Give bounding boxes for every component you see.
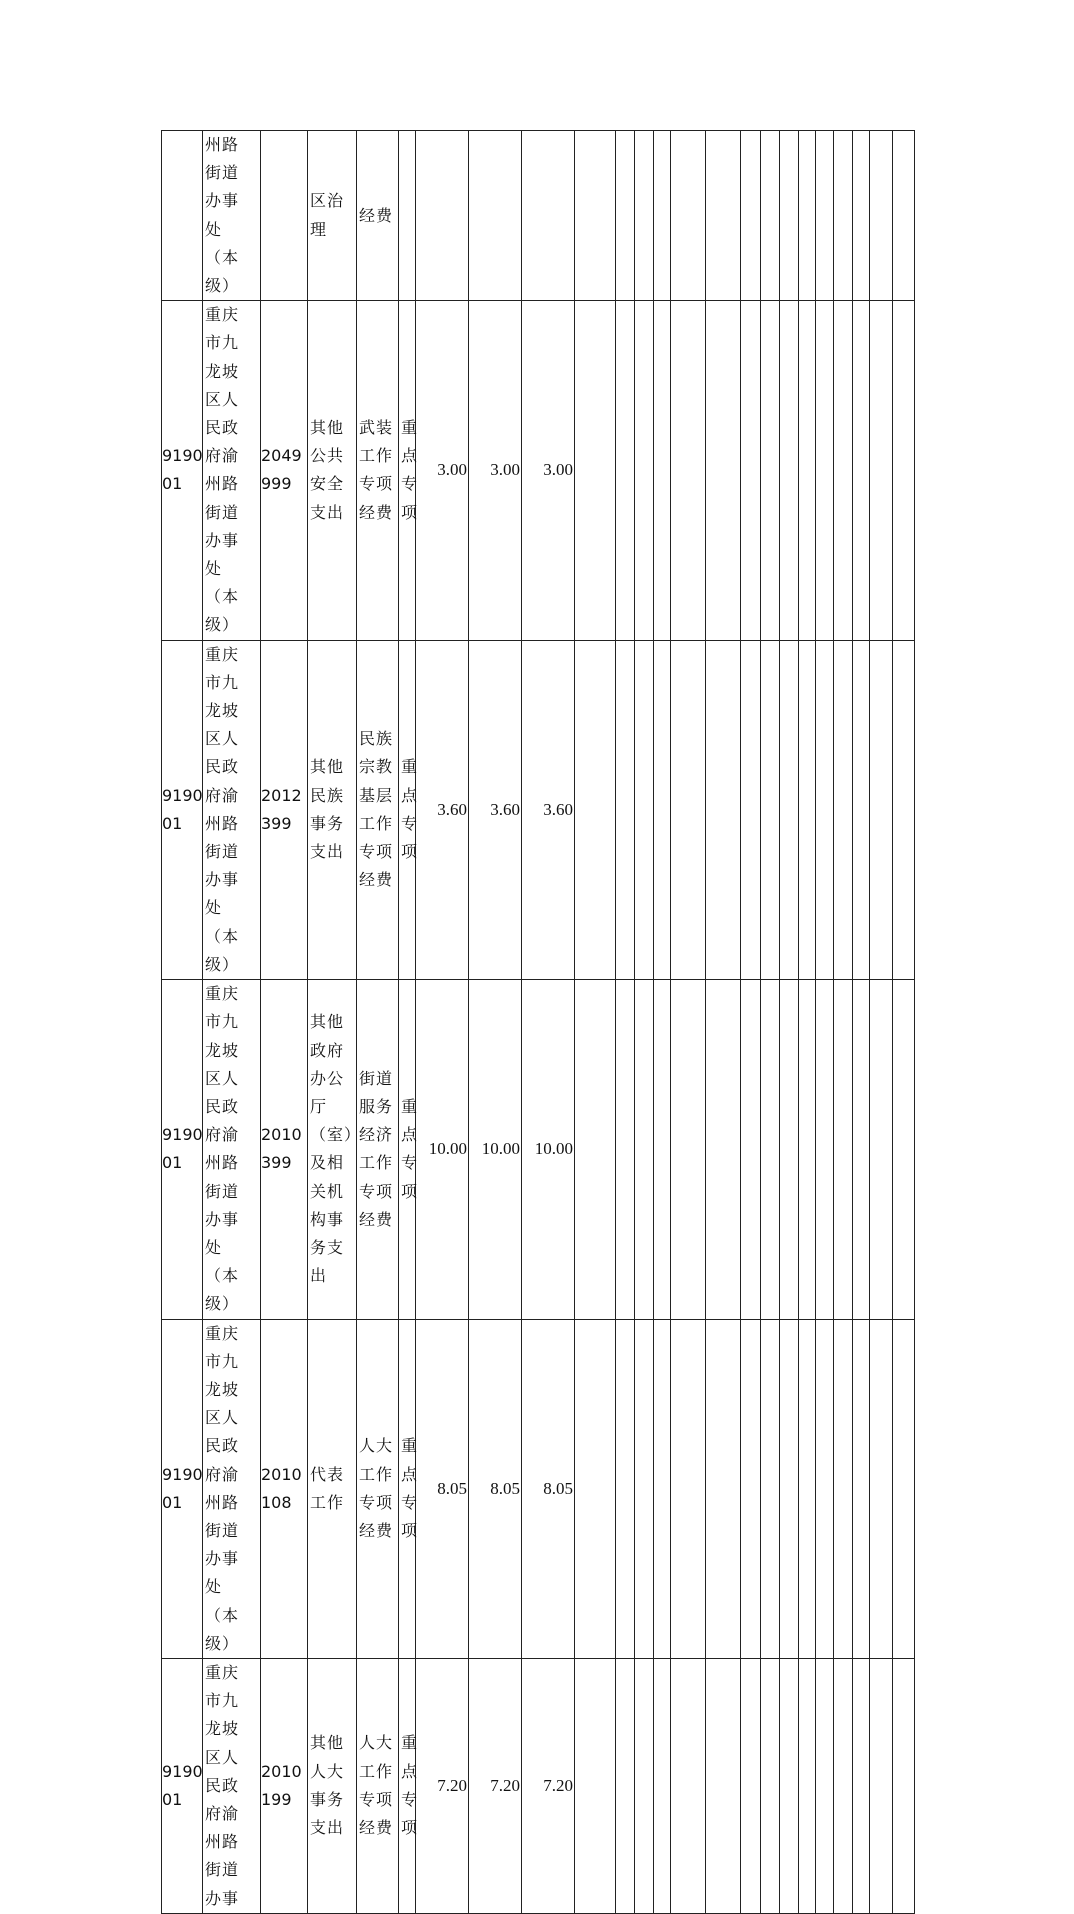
- table-row: [162, 640, 915, 979]
- empty-cell: [616, 301, 635, 640]
- amount-cell-2: 3.60: [469, 640, 522, 979]
- project-name-cell: 经费: [357, 131, 399, 301]
- empty-cell: [761, 980, 780, 1319]
- table-row: [162, 301, 915, 640]
- empty-cell: [671, 301, 706, 640]
- empty-cell: [834, 1319, 853, 1658]
- empty-cell: [616, 640, 635, 979]
- unit-code-cell: 919001: [162, 640, 203, 979]
- empty-cell: [816, 1319, 834, 1658]
- project-type-cell: 重点专项: [399, 980, 416, 1319]
- empty-cell: [706, 1658, 741, 1913]
- function-code-cell: [261, 131, 308, 301]
- empty-cell: [654, 1319, 671, 1658]
- empty-cell: [741, 640, 761, 979]
- empty-cell: [780, 131, 799, 301]
- unit-code-cell: 919001: [162, 980, 203, 1319]
- empty-cell: [741, 1319, 761, 1658]
- table-row: [162, 980, 915, 1319]
- function-code-cell: 2049999: [261, 301, 308, 640]
- empty-cell: [706, 1319, 741, 1658]
- empty-cell: [706, 640, 741, 979]
- empty-cell: [706, 980, 741, 1319]
- table-row: [162, 1658, 915, 1913]
- unit-name-cell: 重庆市九龙坡区人民政府渝州路街道办事处（本级）: [203, 301, 261, 640]
- amount-cell-2: 7.20: [469, 1658, 522, 1913]
- empty-cell: [834, 301, 853, 640]
- empty-cell: [816, 640, 834, 979]
- empty-cell: [870, 980, 893, 1319]
- empty-cell: [616, 980, 635, 1319]
- empty-cell: [853, 1658, 870, 1913]
- amount-cell-2: 8.05: [469, 1319, 522, 1658]
- function-name-cell: 其他民族事务支出: [308, 640, 357, 979]
- empty-cell: [706, 131, 741, 301]
- unit-name-cell: 州路街道办事处（本级）: [203, 131, 261, 301]
- unit-name-cell: 重庆市九龙坡区人民政府渝州路街道办事: [203, 1658, 261, 1913]
- empty-cell: [853, 640, 870, 979]
- amount-cell-2: 3.00: [469, 301, 522, 640]
- table-row: [162, 1319, 915, 1658]
- amount-cell-3: [522, 131, 575, 301]
- empty-cell: [635, 980, 654, 1319]
- empty-cell: [575, 980, 616, 1319]
- empty-cell: [780, 640, 799, 979]
- empty-cell: [893, 301, 915, 640]
- unit-name-cell: 重庆市九龙坡区人民政府渝州路街道办事处（本级）: [203, 640, 261, 979]
- amount-cell-2: 10.00: [469, 980, 522, 1319]
- empty-cell: [671, 980, 706, 1319]
- empty-cell: [834, 131, 853, 301]
- amount-cell-1: 3.60: [416, 640, 469, 979]
- empty-cell: [893, 131, 915, 301]
- empty-cell: [893, 1658, 915, 1913]
- empty-cell: [799, 131, 816, 301]
- function-name-cell: 区治理: [308, 131, 357, 301]
- empty-cell: [761, 640, 780, 979]
- empty-cell: [616, 131, 635, 301]
- empty-cell: [893, 640, 915, 979]
- empty-cell: [816, 301, 834, 640]
- empty-cell: [635, 1658, 654, 1913]
- function-name-cell: 其他人大事务支出: [308, 1658, 357, 1913]
- amount-cell-3: 3.60: [522, 640, 575, 979]
- empty-cell: [799, 980, 816, 1319]
- function-name-cell: 其他政府办公厅（室）及相关机构事务支出: [308, 980, 357, 1319]
- project-type-cell: 重点专项: [399, 301, 416, 640]
- unit-name-cell: 重庆市九龙坡区人民政府渝州路街道办事处（本级）: [203, 980, 261, 1319]
- empty-cell: [635, 640, 654, 979]
- empty-cell: [870, 640, 893, 979]
- empty-cell: [761, 1319, 780, 1658]
- unit-code-cell: 919001: [162, 1658, 203, 1913]
- amount-cell-3: 8.05: [522, 1319, 575, 1658]
- project-type-cell: 重点专项: [399, 1658, 416, 1913]
- empty-cell: [706, 301, 741, 640]
- empty-cell: [799, 1319, 816, 1658]
- empty-cell: [853, 301, 870, 640]
- empty-cell: [671, 640, 706, 979]
- empty-cell: [799, 1658, 816, 1913]
- function-name-cell: 代表工作: [308, 1319, 357, 1658]
- amount-cell-3: 10.00: [522, 980, 575, 1319]
- empty-cell: [671, 1319, 706, 1658]
- empty-cell: [671, 1658, 706, 1913]
- amount-cell-3: 7.20: [522, 1658, 575, 1913]
- empty-cell: [654, 640, 671, 979]
- empty-cell: [741, 980, 761, 1319]
- empty-cell: [893, 1319, 915, 1658]
- table-row: [162, 131, 915, 301]
- empty-cell: [575, 301, 616, 640]
- empty-cell: [616, 1319, 635, 1658]
- empty-cell: [780, 301, 799, 640]
- empty-cell: [741, 301, 761, 640]
- empty-cell: [761, 131, 780, 301]
- empty-cell: [870, 1658, 893, 1913]
- empty-cell: [654, 1658, 671, 1913]
- project-type-cell: 重点专项: [399, 1319, 416, 1658]
- empty-cell: [575, 131, 616, 301]
- unit-code-cell: [162, 131, 203, 301]
- empty-cell: [816, 1658, 834, 1913]
- amount-cell-1: 3.00: [416, 301, 469, 640]
- empty-cell: [616, 1658, 635, 1913]
- project-name-cell: 民族宗教基层工作专项经费: [357, 640, 399, 979]
- empty-cell: [834, 1658, 853, 1913]
- empty-cell: [635, 131, 654, 301]
- empty-cell: [654, 980, 671, 1319]
- empty-cell: [816, 131, 834, 301]
- empty-cell: [671, 131, 706, 301]
- amount-cell-1: 7.20: [416, 1658, 469, 1913]
- empty-cell: [893, 980, 915, 1319]
- empty-cell: [780, 980, 799, 1319]
- empty-cell: [654, 131, 671, 301]
- empty-cell: [780, 1319, 799, 1658]
- project-name-cell: 人大工作专项经费: [357, 1319, 399, 1658]
- amount-cell-2: [469, 131, 522, 301]
- project-name-cell: 人大工作专项经费: [357, 1658, 399, 1913]
- unit-code-cell: 919001: [162, 301, 203, 640]
- unit-name-cell: 重庆市九龙坡区人民政府渝州路街道办事处（本级）: [203, 1319, 261, 1658]
- project-type-cell: [399, 131, 416, 301]
- empty-cell: [870, 131, 893, 301]
- empty-cell: [654, 301, 671, 640]
- project-name-cell: 街道服务经济工作专项经费: [357, 980, 399, 1319]
- empty-cell: [575, 1658, 616, 1913]
- empty-cell: [853, 131, 870, 301]
- amount-cell-1: [416, 131, 469, 301]
- empty-cell: [575, 640, 616, 979]
- function-code-cell: 2010399: [261, 980, 308, 1319]
- empty-cell: [799, 640, 816, 979]
- empty-cell: [834, 640, 853, 979]
- empty-cell: [834, 980, 853, 1319]
- project-type-cell: 重点专项: [399, 640, 416, 979]
- amount-cell-1: 8.05: [416, 1319, 469, 1658]
- empty-cell: [780, 1658, 799, 1913]
- empty-cell: [635, 1319, 654, 1658]
- function-code-cell: 2010199: [261, 1658, 308, 1913]
- amount-cell-1: 10.00: [416, 980, 469, 1319]
- empty-cell: [870, 301, 893, 640]
- amount-cell-3: 3.00: [522, 301, 575, 640]
- empty-cell: [870, 1319, 893, 1658]
- project-name-cell: 武装工作专项经费: [357, 301, 399, 640]
- empty-cell: [761, 1658, 780, 1913]
- budget-table: [161, 130, 915, 1914]
- empty-cell: [853, 1319, 870, 1658]
- empty-cell: [575, 1319, 616, 1658]
- empty-cell: [799, 301, 816, 640]
- empty-cell: [635, 301, 654, 640]
- empty-cell: [761, 301, 780, 640]
- unit-code-cell: 919001: [162, 1319, 203, 1658]
- function-code-cell: 2010108: [261, 1319, 308, 1658]
- empty-cell: [741, 1658, 761, 1913]
- empty-cell: [853, 980, 870, 1319]
- function-code-cell: 2012399: [261, 640, 308, 979]
- function-name-cell: 其他公共安全支出: [308, 301, 357, 640]
- empty-cell: [741, 131, 761, 301]
- empty-cell: [816, 980, 834, 1319]
